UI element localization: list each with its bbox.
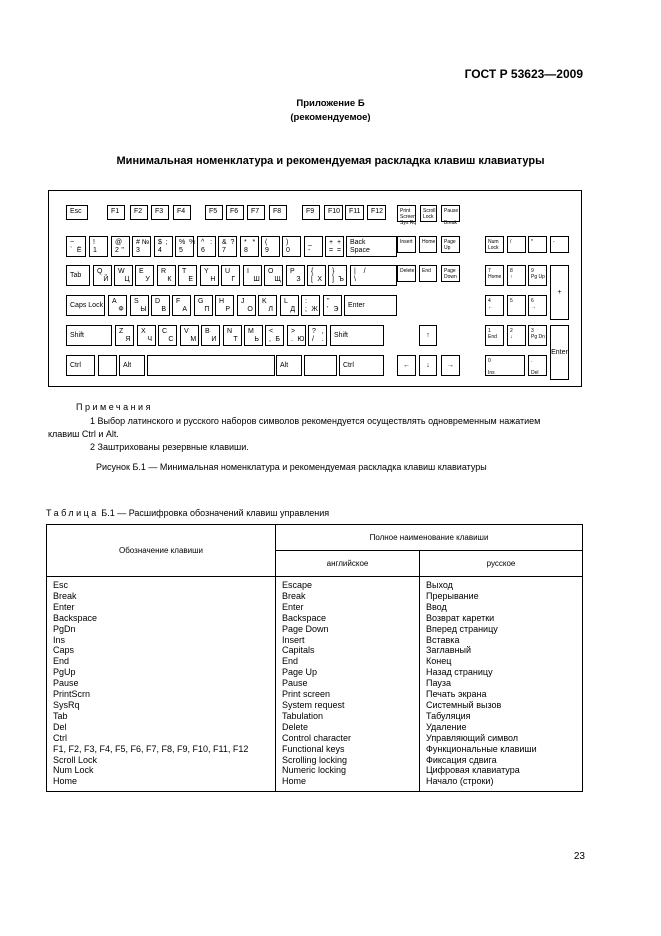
keyboard-key <box>223 325 242 346</box>
key-label: U <box>225 268 231 275</box>
keyboard-key <box>243 265 262 286</box>
keyboard-key <box>328 265 347 286</box>
key-label: $ ; 4 <box>158 239 168 254</box>
key-label: Z <box>119 328 124 335</box>
key-label: } ] <box>332 268 335 283</box>
key-label: H <box>219 298 225 305</box>
document-code: ГОСТ Р 53623—2009 <box>464 67 583 81</box>
keyboard-key <box>201 325 220 346</box>
key-cyrillic-label: Е <box>188 276 194 283</box>
key-label: 5 <box>510 298 513 304</box>
appendix-heading <box>0 97 661 125</box>
key-cyrillic-label: М <box>190 336 197 343</box>
keyboard-key <box>528 265 547 286</box>
key-label: Esc <box>70 208 82 215</box>
key-label: 8 ↑ <box>510 268 513 280</box>
key-label: F1 <box>111 208 120 215</box>
keyboard-key <box>550 236 569 253</box>
key-label: ~ ` <box>70 239 75 254</box>
key-label: Page Down <box>444 268 457 280</box>
keyboard-key <box>237 295 256 316</box>
key-label: Pause Break <box>444 208 459 226</box>
keyboard-key <box>287 325 306 346</box>
keyboard-key <box>175 236 194 257</box>
keyboard-key <box>485 265 504 286</box>
key-label: W <box>118 268 125 275</box>
key-label: & ? 7 <box>222 239 235 254</box>
keyboard-key <box>286 265 305 286</box>
page-number: 23 <box>573 851 585 862</box>
keyboard-key <box>200 265 219 286</box>
key-cyrillic-label: К <box>167 276 172 283</box>
keyboard-key <box>89 236 108 257</box>
keyboard-key <box>345 205 364 220</box>
key-cyrillic-label: В <box>161 306 167 313</box>
keyboard-key <box>528 295 547 316</box>
key-label: E <box>139 268 144 275</box>
keyboard-key <box>350 265 397 286</box>
keyboard-key <box>441 265 460 282</box>
key-label: F7 <box>251 208 260 215</box>
key-label: ) 0 <box>286 239 290 254</box>
keyboard-key <box>419 236 437 253</box>
keyboard-key <box>304 236 323 257</box>
keyboard-key <box>108 295 127 316</box>
keyboard-key <box>244 325 263 346</box>
keyboard-key <box>264 265 283 286</box>
key-label: Alt <box>123 361 132 369</box>
keyboard-key <box>420 205 437 222</box>
key-label: Shift <box>70 331 85 339</box>
key-cyrillic-label: П <box>204 306 210 313</box>
keyboard-key <box>507 325 526 346</box>
key-cyrillic-label: Ъ <box>338 276 344 283</box>
key-cyrillic-label: Ь <box>254 336 259 343</box>
key-label: Ctrl <box>70 361 81 369</box>
keyboard-key <box>550 325 569 380</box>
key-label: : ; <box>305 298 307 313</box>
key-label: @ 2 <box>115 239 123 254</box>
key-label: Enter <box>348 301 365 309</box>
keyboard-key <box>261 236 280 257</box>
keyboard-key <box>397 355 416 376</box>
designation-column: Esc Break Enter Backspace PgDn Ins Caps End PgUp Pause PrintScrn SysRq Tab Del Ctrl F1, F2, F3, F4, F5, F6, F7, F8, F9, F10, F11, F12 Scroll Lock Num Lock Home <box>47 577 276 792</box>
keyboard-key <box>507 236 526 253</box>
keyboard-key <box>419 355 437 376</box>
key-label: 6 → <box>531 298 536 310</box>
key-label: D <box>155 298 161 305</box>
key-label: ^ : 6 <box>201 239 213 254</box>
key-label: ↑ <box>426 331 430 339</box>
keyboard-diagram <box>48 190 582 387</box>
figure-caption: Рисунок Б.1 — Минимальная номенклатура и рекомендуемая раскладка клавиш клавиатуры <box>96 462 487 472</box>
key-cyrillic-label: Щ <box>274 276 281 283</box>
key-label: % % 5 <box>179 239 196 254</box>
appendix-subtitle: (рекомендуемое) <box>290 112 371 123</box>
keyboard-key <box>307 265 326 286</box>
key-cyrillic-label: А <box>182 306 188 313</box>
key-label: * * 8 <box>244 239 256 254</box>
keyboard-key <box>485 295 504 316</box>
keyboard-key <box>66 205 88 220</box>
keyboard-key <box>158 325 177 346</box>
keyboard-key <box>194 295 213 316</box>
key-label: Back Space <box>350 239 370 254</box>
keyboard-key <box>173 205 191 220</box>
keyboard-key <box>114 265 133 286</box>
keyboard-key <box>269 205 287 220</box>
keyboard-key <box>528 355 547 376</box>
key-label: _ - <box>308 239 312 254</box>
key-label: L <box>284 298 288 305</box>
keyboard-key <box>111 236 130 257</box>
keyboard-key <box>367 205 386 220</box>
key-label: Home <box>422 239 436 245</box>
english-column: Escape Break Enter Backspace Page Down Insert Capitals End Page Up Pause Print screen System request Tabulation Delete Control character Functional keys Scrolling locking Numeric locking Home <box>276 577 420 792</box>
key-label: F <box>176 298 181 305</box>
key-label: Tab <box>70 271 82 279</box>
key-label: → <box>447 361 454 369</box>
keyboard-key <box>66 236 86 257</box>
key-cyrillic-label: Ё <box>76 247 82 254</box>
keyboard-key <box>346 236 397 257</box>
key-label: + + = = <box>329 239 342 254</box>
key-label: P <box>290 268 295 275</box>
keyboard-key <box>441 236 460 253</box>
key-label: 2 ↓ <box>510 328 513 340</box>
key-label: F11 <box>349 208 361 215</box>
key-label: Caps Lock <box>70 301 104 309</box>
keyboard-key <box>507 295 526 316</box>
keyboard-key <box>325 236 344 257</box>
key-label: Insert <box>400 239 413 245</box>
key-label: F9 <box>306 208 315 215</box>
key-label: Shift <box>334 331 349 339</box>
keyboard-key <box>441 355 460 376</box>
key-cyrillic-label: Г <box>231 276 236 283</box>
key-label: . Del <box>531 358 539 376</box>
keyboard-key <box>280 295 299 316</box>
key-cyrillic-label: Ф <box>118 306 124 313</box>
key-label: Page Up <box>444 239 456 251</box>
keyboard-key <box>282 236 301 257</box>
keyboard-key <box>197 236 216 257</box>
key-label: Enter <box>551 348 568 356</box>
keyboard-key <box>98 355 117 376</box>
appendix-title: Приложение Б <box>296 98 365 109</box>
keyboard-key <box>302 205 320 220</box>
key-label: * <box>531 239 533 245</box>
keyboard-key <box>130 295 149 316</box>
table-title-prefix: Таблица <box>46 508 99 518</box>
key-label: J <box>241 298 245 305</box>
key-cyrillic-label: Ц <box>124 276 130 283</box>
key-cyrillic-label: Й <box>103 276 109 283</box>
keyboard-key <box>276 355 302 376</box>
key-label: " ' <box>327 298 330 313</box>
keyboard-key <box>247 205 265 220</box>
keyboard-key <box>308 325 327 346</box>
keyboard-key <box>132 236 151 257</box>
key-cyrillic-label: Л <box>268 306 273 313</box>
keyboard-key <box>258 295 277 316</box>
key-cyrillic-label: Э <box>333 306 339 313</box>
key-label: G <box>198 298 204 305</box>
key-label: ( 9 <box>265 239 269 254</box>
keyboard-key <box>154 236 173 257</box>
key-label: S <box>134 298 139 305</box>
russian-column: Выход Прерывание Ввод Возврат каретки Вперед страницу Вставка Заглавный Конец Назад страницу Пауза Печать экрана Системный вызов Табуляция Удаление Управляющий символ Функциональные клавиши Фиксация сдвига Цифровая клавиатура Начало (строки) <box>420 577 583 792</box>
header-full-name: Полное наименование клавиши <box>276 525 583 551</box>
keyboard-key <box>339 355 384 376</box>
key-cyrillic-label: Ч <box>147 336 153 343</box>
table-title-rest: Б.1 — Расшифровка обозначений клавиш управления <box>98 508 330 518</box>
key-label: < , <box>269 328 274 343</box>
key-cyrillic-label: Ш <box>253 276 260 283</box>
key-label: N <box>227 328 233 335</box>
note-1-continued: клавиш Ctrl и Alt. <box>48 429 119 439</box>
key-label: 7 Home <box>488 268 502 280</box>
keyboard-key <box>419 325 437 346</box>
key-label: R <box>161 268 167 275</box>
keyboard-key <box>130 205 148 220</box>
keyboard-key <box>397 265 416 282</box>
key-label: M <box>248 328 254 335</box>
figure-heading: Минимальная номенклатура и рекомендуемая раскладка клавиш клавиатуры <box>116 155 545 167</box>
key-cyrillic-label: Р <box>225 306 231 313</box>
key-label: Scroll Lock <box>423 208 436 220</box>
key-label: O <box>268 268 274 275</box>
header-english: английское <box>276 551 420 577</box>
keyboard-key <box>66 325 112 346</box>
key-label: I <box>247 268 249 275</box>
keyboard-key <box>135 265 154 286</box>
key-label: F10 <box>328 208 341 215</box>
key-cyrillic-label: О <box>247 306 253 313</box>
key-cyrillic-label: С <box>168 336 174 343</box>
key-cyrillic-label: Я <box>125 336 131 343</box>
keyboard-key <box>324 205 343 220</box>
keyboard-key <box>397 236 416 253</box>
keyboard-key <box>528 325 547 346</box>
keyboard-key <box>137 325 156 346</box>
key-cyrillic-label: У <box>145 276 150 283</box>
key-cyrillic-label: Ы <box>140 306 147 313</box>
note-1: 1 Выбор латинского и русского наборов символов рекомендуется осуществлять одновременным нажатием <box>90 416 541 426</box>
key-label: T <box>182 268 187 275</box>
keyboard-key <box>119 355 145 376</box>
key-label: F5 <box>209 208 218 215</box>
key-label: - <box>553 239 555 245</box>
key-label: F12 <box>371 208 384 215</box>
key-label: Delete <box>400 268 415 274</box>
keyboard-key <box>218 236 237 257</box>
key-label: C <box>162 328 168 335</box>
key-cyrillic-label: И <box>211 336 217 343</box>
key-label: ↓ <box>426 361 430 369</box>
key-label: K <box>262 298 267 305</box>
keyboard-key <box>485 236 504 253</box>
control-keys-table <box>46 524 583 792</box>
key-label: End <box>422 268 431 274</box>
keyboard-key <box>550 265 569 320</box>
keyboard-key <box>265 325 284 346</box>
key-label: F6 <box>230 208 239 215</box>
keyboard-key <box>304 355 337 376</box>
keyboard-key <box>115 325 134 346</box>
key-label: F8 <box>273 208 282 215</box>
header-designation: Обозначение клавиши <box>47 525 276 577</box>
key-cyrillic-label: Ж <box>311 306 318 313</box>
key-cyrillic-label: Н <box>210 276 216 283</box>
keyboard-key <box>330 325 384 346</box>
keyboard-key <box>157 265 176 286</box>
keyboard-key <box>172 295 191 316</box>
key-label: Num Lock <box>488 239 499 251</box>
key-label: > . <box>291 328 296 343</box>
key-label: B <box>205 328 210 335</box>
key-cyrillic-label: З <box>296 276 301 283</box>
keyboard-key <box>485 325 504 346</box>
key-label: { [ <box>311 268 314 283</box>
keyboard-key <box>151 205 169 220</box>
key-cyrillic-label: Т <box>233 336 238 343</box>
keyboard-key <box>215 295 234 316</box>
header-russian: русское <box>420 551 583 577</box>
keyboard-key <box>205 205 223 220</box>
keyboard-key <box>107 205 125 220</box>
key-label: / <box>510 239 512 245</box>
key-label: ← <box>403 361 410 369</box>
keyboard-key <box>151 295 170 316</box>
keyboard-key <box>301 295 320 316</box>
notes-title: Примечания <box>76 402 153 412</box>
key-label: X <box>141 328 146 335</box>
key-cyrillic-label: Х <box>317 276 323 283</box>
keyboard-key <box>344 295 397 316</box>
keyboard-key <box>240 236 259 257</box>
keyboard-key <box>507 265 526 286</box>
key-label: Q <box>97 268 103 275</box>
keyboard-key <box>66 295 105 316</box>
keyboard-key <box>66 265 90 286</box>
key-label: F3 <box>155 208 164 215</box>
keyboard-key <box>397 205 417 226</box>
key-cyrillic-label: Б <box>275 336 280 343</box>
key-label: Alt <box>280 361 289 369</box>
keyboard-key <box>147 355 275 376</box>
key-label: V <box>184 328 189 335</box>
keyboard-key <box>441 205 460 226</box>
key-label: + <box>557 288 562 296</box>
keyboard-key <box>93 265 112 286</box>
key-label: 9 Pg Up <box>531 268 545 280</box>
table-title <box>46 508 329 518</box>
keyboard-key <box>226 205 244 220</box>
keyboard-key <box>485 355 525 376</box>
key-label: F2 <box>134 208 143 215</box>
key-label: F4 <box>177 208 186 215</box>
keyboard-key <box>323 295 342 316</box>
keyboard-key <box>180 325 199 346</box>
key-label: 3 Pg Dn <box>531 328 545 340</box>
key-cyrillic-label: " <box>121 247 124 254</box>
key-label: A <box>112 298 117 305</box>
keyboard-key <box>178 265 197 286</box>
key-label: # № 3 <box>136 239 150 254</box>
key-cyrillic-label: Ю <box>297 336 305 343</box>
key-cyrillic-label: Д <box>290 306 296 313</box>
note-2: 2 Заштрихованы резервные клавиши. <box>90 442 249 452</box>
keyboard-key <box>221 265 240 286</box>
key-label: ? , / . <box>312 328 324 343</box>
key-label: 1 End <box>488 328 497 340</box>
key-label: | / \ <box>354 268 366 283</box>
key-label: ! 1 <box>93 239 97 254</box>
key-label: Y <box>204 268 209 275</box>
key-label: 0 Ins <box>488 358 495 376</box>
key-label: 4 ← <box>488 298 493 310</box>
keyboard-key <box>528 236 547 253</box>
key-label: Print Screen Sys Rq <box>400 208 417 226</box>
key-label: Ctrl <box>343 361 354 369</box>
keyboard-key <box>419 265 437 282</box>
keyboard-key <box>66 355 95 376</box>
